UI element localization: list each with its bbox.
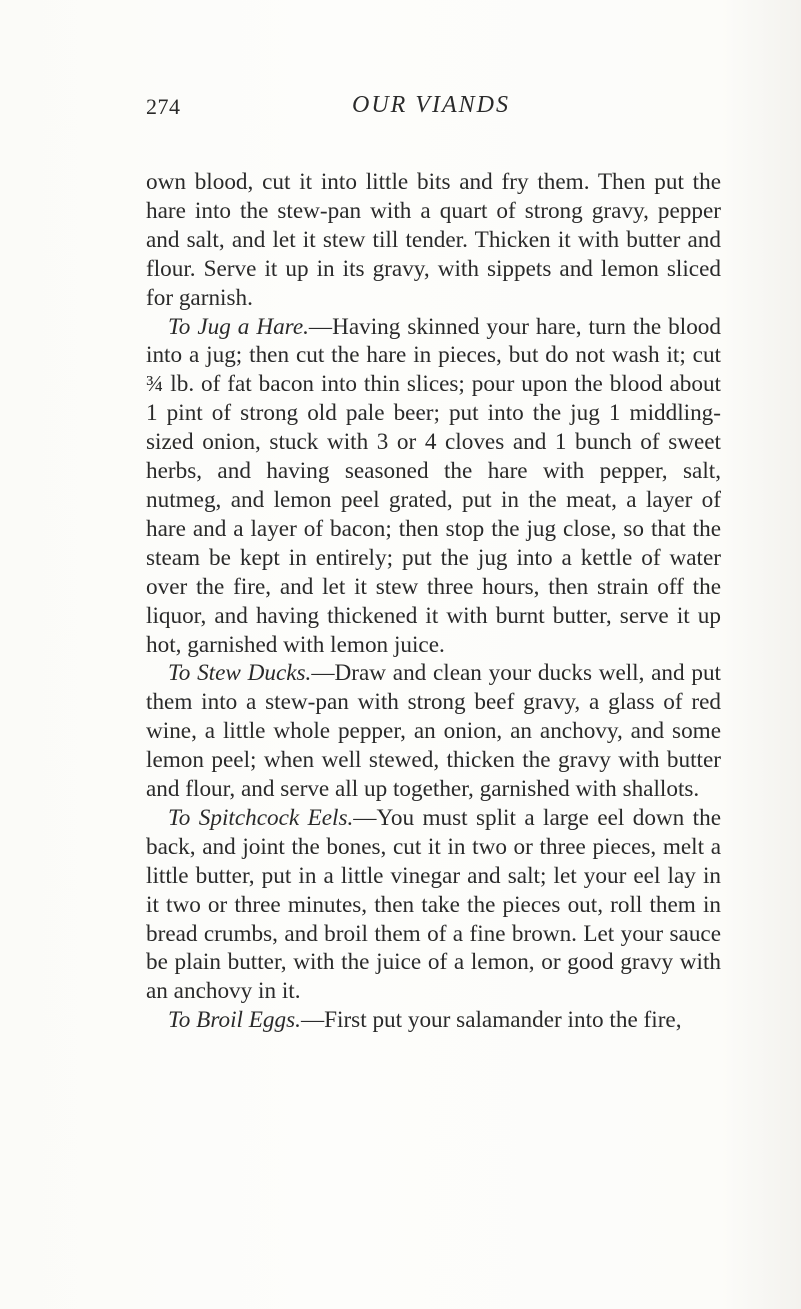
recipe-body: —Having skinned your hare, turn the blood into a jug; then cut the hare in pieces, but do not wash it; cut ¾ lb. of fat bacon into thin slices; pour upon the blood about 1 pint of strong old pale beer; put into the jug 1 middling-sized onion, stuck with 3 or 4 cloves and 1 bunch of sweet herbs, and having seasoned the hare with pepper, salt, nutmeg, and lemon peel grated, put in the meat, a layer of hare and a layer of bacon; then stop the jug close, so that the steam be kept in entirely; put the jug into a kettle of water over the fire, and let it stew three hours, then strain off the liquor, and having thickened it with burnt butter, serve it up hot, garnished with lemon juice. xyxy=(146,313,721,658)
recipe-title: To Jug a Hare. xyxy=(168,313,309,340)
recipe-stew-ducks xyxy=(146,659,721,804)
recipe-body: —You must split a large eel down the back, and joint the bones, cut it in two or three pieces, melt a little butter, put in a little vinegar and salt; let your eel lay in it two or three minutes, then take the pieces out, roll them in bread crumbs, and broil them of a fine brown. Let your sauce be plain butter, with the juice of a lemon, or good gravy with an anchovy in it. xyxy=(146,804,721,1005)
recipe-body: —First put your salamander into the fire, xyxy=(300,1007,682,1034)
recipe-title: To Broil Eggs. xyxy=(168,1007,301,1034)
body-text xyxy=(146,168,721,1035)
running-head: OUR VIANDS xyxy=(352,92,510,118)
recipe-spitchcock-eels xyxy=(146,804,721,1006)
paragraph-body: own blood, cut it into little bits and fry them. Then put the hare into the stew-pan with a quart of strong gravy, pepper and salt, and let it stew till tender. Thicken it with butter and flour. Serve it up in its gravy, with sippets and lemon sliced for garnish. xyxy=(146,169,721,311)
recipe-body: —Draw and clean your ducks well, and put them into a stew-pan with strong beef gravy, a glass of red wine, a little whole pepper, an onion, an anchovy, and some lemon peel; when well stewed, thicken the gravy with butter and flour, and serve all up together, garnished with shallots. xyxy=(146,660,721,803)
recipe-broil-eggs xyxy=(146,1006,721,1035)
paragraph-continuation xyxy=(146,168,721,313)
page-header xyxy=(146,88,716,128)
page-number: 274 xyxy=(146,94,181,119)
recipe-jug-hare xyxy=(146,313,721,660)
recipe-title: To Spitchcock Eels. xyxy=(168,804,354,831)
recipe-title: To Stew Ducks. xyxy=(168,660,312,687)
